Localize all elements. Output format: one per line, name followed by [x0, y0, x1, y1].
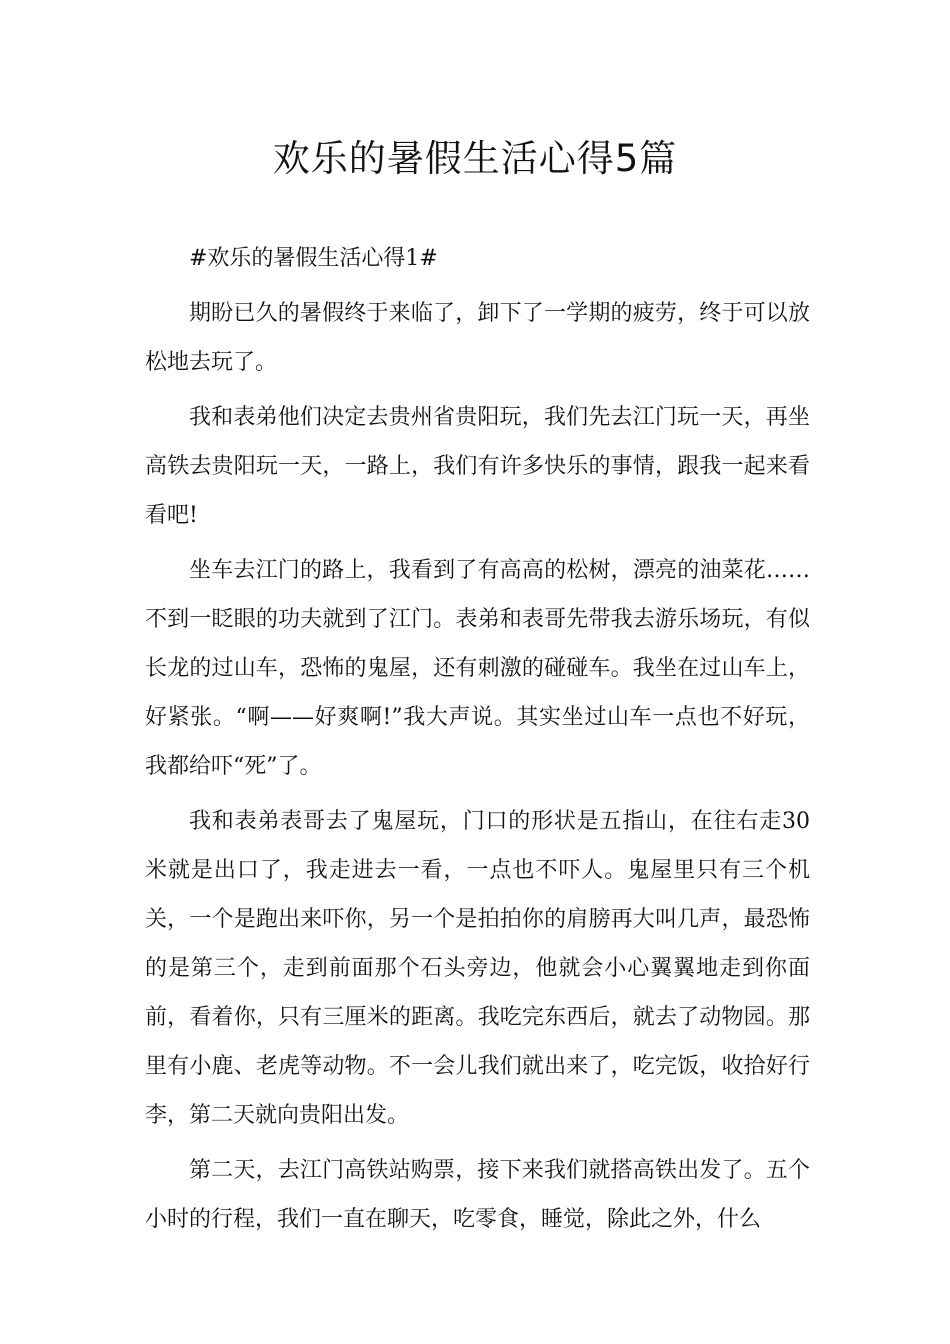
- paragraph-5: 第二天，去江门高铁站购票，接下来我们就搭高铁出发了。五个小时的行程，我们一直在聊天，吃零食，睡觉，除此之外，什么: [145, 1158, 810, 1232]
- paragraph-3: 坐车去江门的路上，我看到了有高高的松树，漂亮的油菜花……不到一眨眼的功夫就到了江门。表弟和表哥先带我去游乐场玩，有似长龙的过山车，恐怖的鬼屋，还有刺激的碰碰车。我坐在过山车上，好紧张。“啊——好爽啊!”我大声说。其实坐过山车一点也不好玩，我都给吓“死”了。: [145, 558, 810, 779]
- paragraph-4: 我和表弟表哥去了鬼屋玩，门口的形状是五指山，在往右走30米就是出口了，我走进去一看，一点也不吓人。鬼屋里只有三个机关，一个是跑出来吓你，另一个是拍拍你的肩膀再大叫几声，最恐怖的是第三个，走到前面那个石头旁边，他就会小心翼翼地走到你面前，看着你，只有三厘米的距离。我吃完东西后，就去了动物园。那里有小鹿、老虎等动物。不一会儿我们就出来了，吃完饭，收拾好行李，第二天就向贵阳出发。: [145, 809, 810, 1128]
- paragraph-2: 我和表弟他们决定去贵州省贵阳玩，我们先去江门玩一天，再坐高铁去贵阳玩一天，一路上，我们有许多快乐的事情，跟我一起来看看吧!: [145, 405, 810, 528]
- paragraph-1: 期盼已久的暑假终于来临了，卸下了一学期的疲劳，终于可以放松地去玩了。: [145, 301, 810, 375]
- document-body: [145, 234, 810, 1244]
- section-heading: #欢乐的暑假生活心得1#: [189, 246, 438, 271]
- document-title: 欢乐的暑假生活心得5篇: [272, 137, 678, 180]
